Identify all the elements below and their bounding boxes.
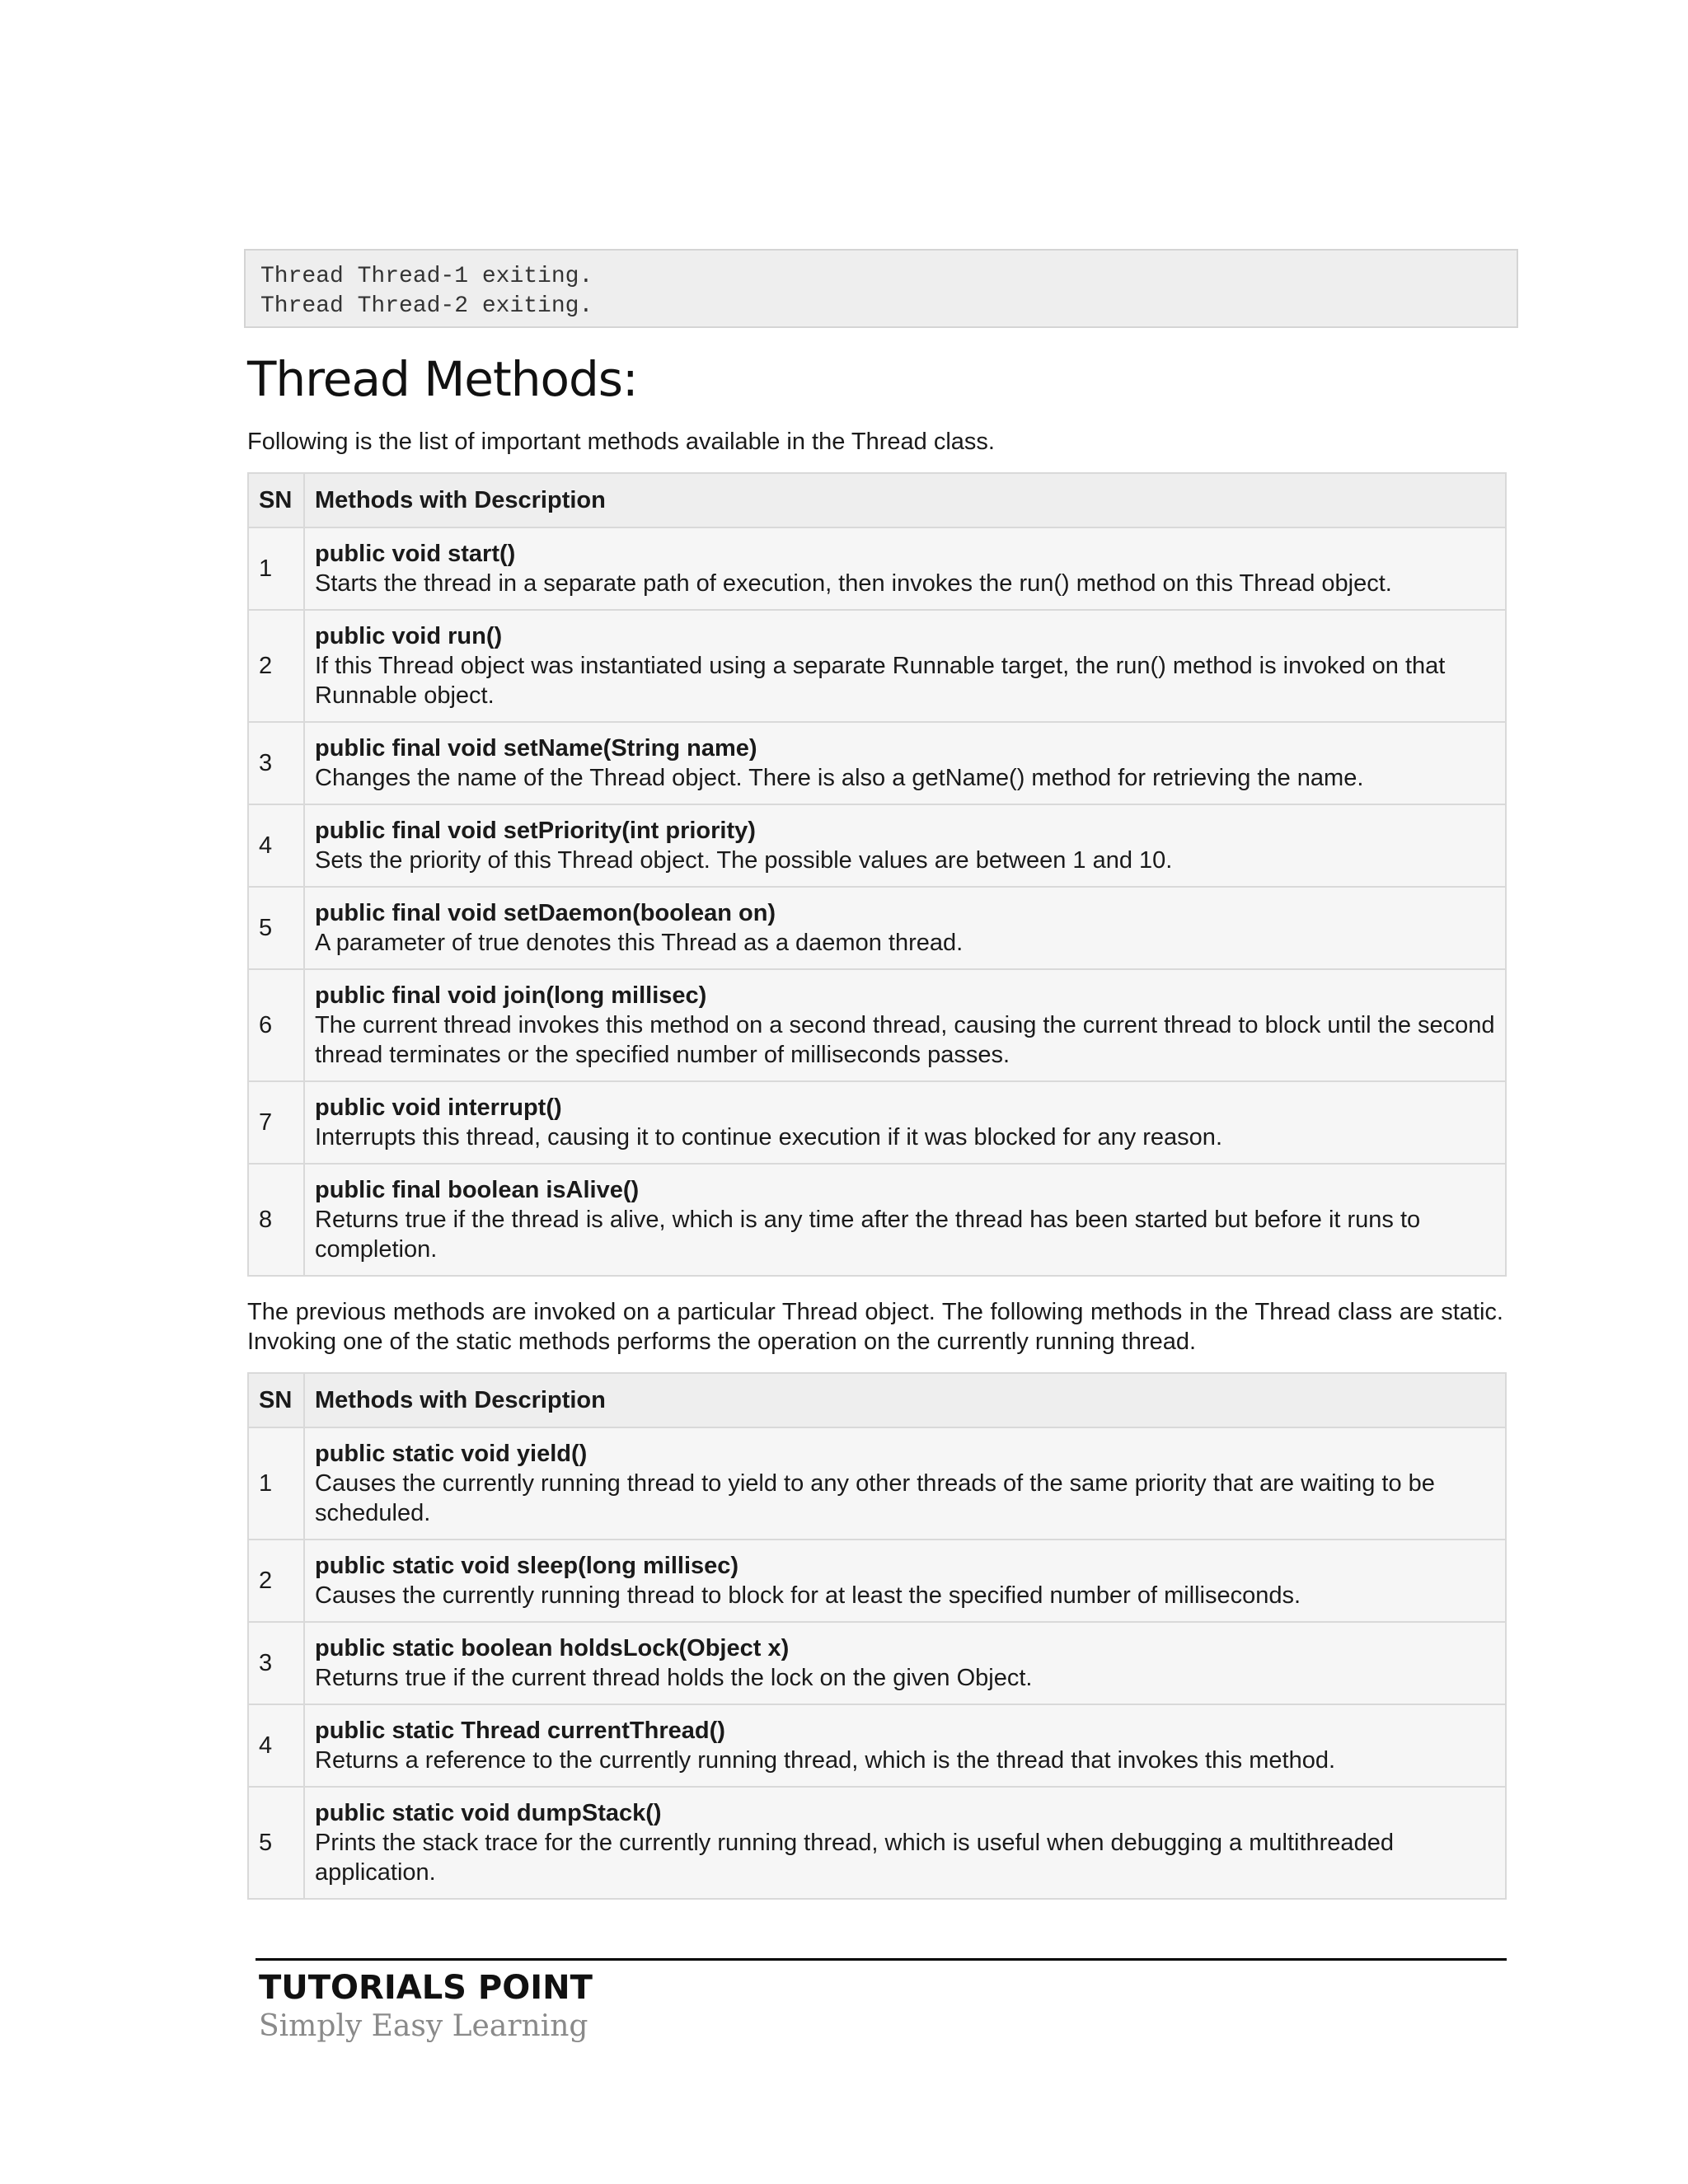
method-signature: public static Thread currentThread() (315, 1718, 725, 1744)
footer-tagline: Simply Easy Learning (259, 2009, 588, 2043)
method-description: Returns true if the thread is alive, which is any time after the thread has been started but before it runs to completion. (315, 1207, 1421, 1263)
table-row (248, 969, 1506, 1081)
table-row (248, 1540, 1506, 1622)
method-signature: public static void sleep(long millisec) (315, 1553, 739, 1579)
static-methods-paragraph: The previous methods are invoked on a particular Thread object. The following methods in the Thread class are static. Invoking one of the static methods performs the operation on the currently running thread. (247, 1299, 1503, 1355)
method-description: Returns a reference to the currently running thread, which is the thread that invokes this method. (315, 1747, 1336, 1774)
method-cell (304, 1622, 1506, 1704)
table-row (248, 722, 1506, 804)
code-line: Thread Thread-2 exiting. (260, 293, 593, 319)
column-header-description: Methods with Description (304, 473, 1506, 527)
row-number: 5 (248, 1787, 304, 1899)
method-description: Causes the currently running thread to block for at least the specified number of milliseconds. (315, 1582, 1301, 1609)
static-methods-table (247, 1372, 1507, 1900)
method-description: Changes the name of the Thread object. There is also a getName() method for retrieving the name. (315, 765, 1364, 791)
method-description: A parameter of true denotes this Thread as a daemon thread. (315, 930, 964, 956)
method-description: Prints the stack trace for the currently running thread, which is useful when debugging a multithreaded application. (315, 1830, 1394, 1886)
table-header-row (248, 473, 1506, 527)
method-signature: public final void setName(String name) (315, 735, 757, 762)
code-line: Thread Thread-1 exiting. (260, 264, 593, 289)
method-description: Sets the priority of this Thread object. The possible values are between 1 and 10. (315, 847, 1173, 874)
method-signature: public static boolean holdsLock(Object x) (315, 1635, 790, 1661)
table-row (248, 1427, 1506, 1540)
row-number: 4 (248, 1704, 304, 1787)
intro-text: Following is the list of important methods available in the Thread class. (247, 429, 995, 455)
method-description: The current thread invokes this method on a second thread, causing the current thread to block until the second thread terminates or the specified number of milliseconds passes. (315, 1012, 1495, 1068)
row-number: 2 (248, 1540, 304, 1622)
table-row (248, 1081, 1506, 1164)
row-number: 5 (248, 887, 304, 969)
method-description: If this Thread object was instantiated using a separate Runnable target, the run() method is invoked on that Runnable object. (315, 653, 1446, 709)
table-row (248, 887, 1506, 969)
row-number: 4 (248, 804, 304, 887)
code-output-block (244, 249, 1518, 328)
method-signature: public void start() (315, 541, 516, 567)
row-number: 6 (248, 969, 304, 1081)
method-description: Starts the thread in a separate path of execution, then invokes the run() method on this Thread object. (315, 570, 1392, 597)
method-cell (304, 1540, 1506, 1622)
row-number: 1 (248, 1427, 304, 1540)
row-number: 3 (248, 722, 304, 804)
method-signature: public static void yield() (315, 1441, 588, 1467)
method-cell (304, 527, 1506, 610)
method-cell (304, 887, 1506, 969)
method-signature: public final void setDaemon(boolean on) (315, 900, 776, 926)
method-signature: public final void setPriority(int priority) (315, 818, 756, 844)
method-signature: public final boolean isAlive() (315, 1177, 640, 1203)
method-cell (304, 1164, 1506, 1276)
table-row (248, 1787, 1506, 1899)
method-signature: public void interrupt() (315, 1094, 562, 1121)
column-header-sn: SN (248, 1373, 304, 1427)
method-signature: public final void join(long millisec) (315, 982, 707, 1009)
instance-methods-table (247, 472, 1507, 1277)
method-description: Interrupts this thread, causing it to continue execution if it was blocked for any reason. (315, 1124, 1222, 1151)
method-cell (304, 1704, 1506, 1787)
row-number: 7 (248, 1081, 304, 1164)
table-header-row (248, 1373, 1506, 1427)
method-description: Returns true if the current thread holds the lock on the given Object. (315, 1665, 1033, 1691)
table-row (248, 610, 1506, 722)
footer-brand: TUTORIALS POINT (259, 1969, 593, 2007)
table-row (248, 804, 1506, 887)
method-cell (304, 1787, 1506, 1899)
column-header-sn: SN (248, 473, 304, 527)
method-signature: public void run() (315, 623, 503, 649)
row-number: 8 (248, 1164, 304, 1276)
method-cell (304, 610, 1506, 722)
method-cell (304, 804, 1506, 887)
table-row (248, 1164, 1506, 1276)
method-cell (304, 722, 1506, 804)
row-number: 3 (248, 1622, 304, 1704)
table-row (248, 527, 1506, 610)
footer-divider (256, 1958, 1507, 1961)
table-row (248, 1704, 1506, 1787)
table-row (248, 1622, 1506, 1704)
method-description: Causes the currently running thread to yield to any other threads of the same priority that are waiting to be scheduled. (315, 1470, 1435, 1526)
row-number: 2 (248, 610, 304, 722)
method-cell (304, 969, 1506, 1081)
method-cell (304, 1081, 1506, 1164)
method-cell (304, 1427, 1506, 1540)
section-heading: Thread Methods: (247, 351, 638, 407)
column-header-description: Methods with Description (304, 1373, 1506, 1427)
row-number: 1 (248, 527, 304, 610)
method-signature: public static void dumpStack() (315, 1800, 662, 1826)
